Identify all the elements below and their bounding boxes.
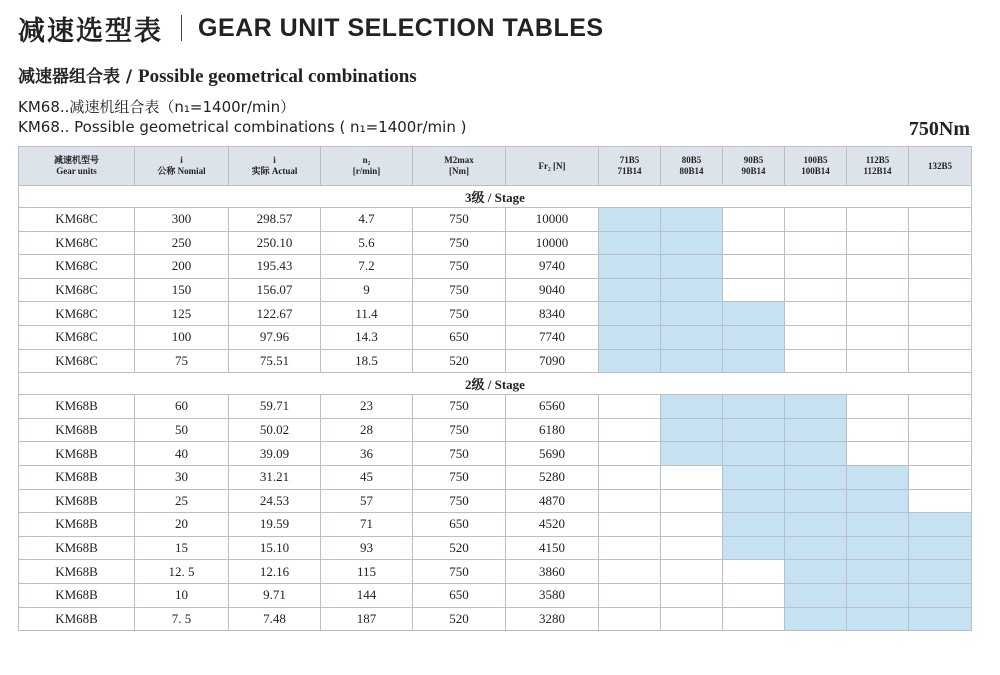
column-header xyxy=(135,147,229,186)
motor-available-cell xyxy=(599,208,661,232)
cell-m2max: 750 xyxy=(413,442,506,466)
title-chinese: 减速选型表 xyxy=(18,15,163,47)
cell-fr2: 4150 xyxy=(506,536,599,560)
table-row xyxy=(19,278,972,302)
table-row xyxy=(19,583,972,607)
motor-available-cell xyxy=(785,607,847,631)
cell-actual: 122.67 xyxy=(229,302,321,326)
motor-available-cell xyxy=(599,325,661,349)
cell-unit: KM68B xyxy=(19,536,135,560)
motor-available-cell xyxy=(723,302,785,326)
motor-empty-cell xyxy=(661,465,723,489)
motor-empty-cell xyxy=(599,513,661,537)
motor-empty-cell xyxy=(847,325,909,349)
column-header-top: 80B5 xyxy=(681,155,702,165)
cell-m2max: 750 xyxy=(413,560,506,584)
cell-nominal: 200 xyxy=(135,255,229,279)
cell-n2: 28 xyxy=(321,418,413,442)
column-header-top: i xyxy=(273,155,276,165)
cell-unit: KM68B xyxy=(19,607,135,631)
cell-m2max: 520 xyxy=(413,349,506,373)
motor-empty-cell xyxy=(909,231,972,255)
cell-actual: 39.09 xyxy=(229,442,321,466)
motor-available-cell xyxy=(599,231,661,255)
motor-available-cell xyxy=(661,418,723,442)
cell-unit: KM68C xyxy=(19,325,135,349)
cell-fr2: 3580 xyxy=(506,583,599,607)
motor-available-cell xyxy=(847,465,909,489)
motor-available-cell xyxy=(785,536,847,560)
motor-empty-cell xyxy=(785,231,847,255)
cell-unit: KM68C xyxy=(19,208,135,232)
cell-actual: 12.16 xyxy=(229,560,321,584)
cell-actual: 156.07 xyxy=(229,278,321,302)
cell-nominal: 300 xyxy=(135,208,229,232)
column-header xyxy=(599,147,661,186)
motor-available-cell xyxy=(723,395,785,419)
cell-nominal: 25 xyxy=(135,489,229,513)
motor-available-cell xyxy=(599,349,661,373)
table-header-row xyxy=(19,147,972,186)
cell-m2max: 750 xyxy=(413,418,506,442)
column-header-bottom: 90B14 xyxy=(741,166,766,176)
cell-actual: 31.21 xyxy=(229,465,321,489)
motor-available-cell xyxy=(785,442,847,466)
motor-empty-cell xyxy=(785,349,847,373)
motor-empty-cell xyxy=(785,255,847,279)
table-row xyxy=(19,349,972,373)
motor-available-cell xyxy=(785,465,847,489)
motor-available-cell xyxy=(599,278,661,302)
motor-available-cell xyxy=(723,489,785,513)
motor-available-cell xyxy=(723,349,785,373)
column-header-bottom: 112B14 xyxy=(863,166,892,176)
motor-available-cell xyxy=(847,560,909,584)
cell-actual: 9.71 xyxy=(229,583,321,607)
cell-unit: KM68B xyxy=(19,465,135,489)
table-row xyxy=(19,302,972,326)
cell-n2: 18.5 xyxy=(321,349,413,373)
motor-available-cell xyxy=(661,255,723,279)
column-header xyxy=(321,147,413,186)
cell-nominal: 50 xyxy=(135,418,229,442)
motor-empty-cell xyxy=(599,536,661,560)
cell-n2: 187 xyxy=(321,607,413,631)
motor-empty-cell xyxy=(723,278,785,302)
cell-unit: KM68C xyxy=(19,278,135,302)
motor-empty-cell xyxy=(723,607,785,631)
cell-unit: KM68C xyxy=(19,231,135,255)
cell-nominal: 20 xyxy=(135,513,229,537)
cell-actual: 59.71 xyxy=(229,395,321,419)
motor-empty-cell xyxy=(785,278,847,302)
cell-fr2: 3280 xyxy=(506,607,599,631)
motor-available-cell xyxy=(847,536,909,560)
subtitle-english: Possible geometrical combinations xyxy=(138,66,417,87)
motor-available-cell xyxy=(599,255,661,279)
cell-m2max: 750 xyxy=(413,255,506,279)
cell-unit: KM68C xyxy=(19,255,135,279)
section-subtitle xyxy=(18,62,417,88)
stage-label: 2级 / Stage xyxy=(19,373,972,395)
cell-nominal: 250 xyxy=(135,231,229,255)
subtitle-chinese: 减速器组合表 xyxy=(18,67,120,87)
motor-available-cell xyxy=(723,418,785,442)
column-header-top: M2max xyxy=(444,155,474,165)
column-header-top: i xyxy=(180,155,183,165)
cell-fr2: 3860 xyxy=(506,560,599,584)
column-header-bottom: 80B14 xyxy=(679,166,704,176)
motor-empty-cell xyxy=(723,583,785,607)
selection-table xyxy=(18,146,972,631)
column-header xyxy=(506,147,599,186)
cell-actual: 50.02 xyxy=(229,418,321,442)
motor-available-cell xyxy=(661,442,723,466)
cell-m2max: 650 xyxy=(413,325,506,349)
motor-empty-cell xyxy=(785,208,847,232)
cell-fr2: 5690 xyxy=(506,442,599,466)
cell-nominal: 12. 5 xyxy=(135,560,229,584)
cell-m2max: 750 xyxy=(413,208,506,232)
cell-n2: 11.4 xyxy=(321,302,413,326)
motor-empty-cell xyxy=(847,418,909,442)
column-header xyxy=(785,147,847,186)
title-divider xyxy=(181,15,182,41)
motor-empty-cell xyxy=(723,255,785,279)
cell-n2: 115 xyxy=(321,560,413,584)
motor-empty-cell xyxy=(599,583,661,607)
cell-m2max: 650 xyxy=(413,513,506,537)
cell-n2: 23 xyxy=(321,395,413,419)
column-header-top: n₂ xyxy=(362,155,371,165)
cell-m2max: 750 xyxy=(413,278,506,302)
motor-empty-cell xyxy=(847,395,909,419)
column-header-top: Fr₂ [N] xyxy=(538,160,566,171)
motor-empty-cell xyxy=(847,442,909,466)
column-header-bottom: [r/min] xyxy=(352,166,381,176)
column-header-bottom: [Nm] xyxy=(449,166,469,176)
motor-available-cell xyxy=(847,583,909,607)
motor-empty-cell xyxy=(847,255,909,279)
column-header-top: 132B5 xyxy=(927,160,952,171)
motor-available-cell xyxy=(785,560,847,584)
cell-fr2: 10000 xyxy=(506,231,599,255)
cell-fr2: 9740 xyxy=(506,255,599,279)
cell-m2max: 520 xyxy=(413,607,506,631)
motor-available-cell xyxy=(599,302,661,326)
cell-n2: 14.3 xyxy=(321,325,413,349)
cell-nominal: 10 xyxy=(135,583,229,607)
cell-unit: KM68C xyxy=(19,349,135,373)
table-row xyxy=(19,536,972,560)
column-header-bottom: 实际 Actual xyxy=(251,166,298,176)
table-row xyxy=(19,560,972,584)
motor-empty-cell xyxy=(847,231,909,255)
cell-unit: KM68B xyxy=(19,560,135,584)
cell-nominal: 7. 5 xyxy=(135,607,229,631)
cell-nominal: 15 xyxy=(135,536,229,560)
column-header-bottom: Gear units xyxy=(56,166,97,176)
column-header xyxy=(909,147,972,186)
motor-empty-cell xyxy=(909,325,972,349)
table-row xyxy=(19,255,972,279)
cell-m2max: 750 xyxy=(413,302,506,326)
cell-n2: 144 xyxy=(321,583,413,607)
table-row xyxy=(19,208,972,232)
cell-nominal: 75 xyxy=(135,349,229,373)
cell-n2: 36 xyxy=(321,442,413,466)
cell-nominal: 150 xyxy=(135,278,229,302)
column-header-bottom: 100B14 xyxy=(801,166,830,176)
cell-m2max: 750 xyxy=(413,465,506,489)
cell-m2max: 750 xyxy=(413,231,506,255)
motor-available-cell xyxy=(723,465,785,489)
motor-empty-cell xyxy=(723,560,785,584)
cell-actual: 19.59 xyxy=(229,513,321,537)
column-header-top: 71B5 xyxy=(619,155,640,165)
cell-unit: KM68B xyxy=(19,489,135,513)
column-header xyxy=(229,147,321,186)
column-header-bottom: 公称 Nomial xyxy=(157,166,206,176)
column-header xyxy=(661,147,723,186)
motor-empty-cell xyxy=(785,325,847,349)
motor-empty-cell xyxy=(723,208,785,232)
motor-empty-cell xyxy=(909,465,972,489)
motor-available-cell xyxy=(909,607,972,631)
cell-n2: 71 xyxy=(321,513,413,537)
motor-empty-cell xyxy=(599,607,661,631)
motor-available-cell xyxy=(661,231,723,255)
motor-empty-cell xyxy=(909,349,972,373)
cell-actual: 24.53 xyxy=(229,489,321,513)
cell-fr2: 4870 xyxy=(506,489,599,513)
motor-empty-cell xyxy=(599,395,661,419)
motor-empty-cell xyxy=(909,278,972,302)
table-row xyxy=(19,442,972,466)
cell-nominal: 30 xyxy=(135,465,229,489)
cell-m2max: 750 xyxy=(413,395,506,419)
column-header-top: 90B5 xyxy=(743,155,764,165)
column-header-bottom: 71B14 xyxy=(617,166,642,176)
motor-empty-cell xyxy=(661,489,723,513)
cell-n2: 9 xyxy=(321,278,413,302)
column-header-top: 112B5 xyxy=(865,155,890,165)
motor-available-cell xyxy=(785,513,847,537)
motor-available-cell xyxy=(847,513,909,537)
motor-empty-cell xyxy=(599,418,661,442)
motor-empty-cell xyxy=(847,302,909,326)
cell-n2: 4.7 xyxy=(321,208,413,232)
cell-nominal: 60 xyxy=(135,395,229,419)
motor-available-cell xyxy=(785,489,847,513)
cell-n2: 45 xyxy=(321,465,413,489)
motor-available-cell xyxy=(723,536,785,560)
cell-fr2: 7090 xyxy=(506,349,599,373)
motor-available-cell xyxy=(661,278,723,302)
cell-actual: 75.51 xyxy=(229,349,321,373)
motor-available-cell xyxy=(661,349,723,373)
column-header xyxy=(723,147,785,186)
cell-actual: 195.43 xyxy=(229,255,321,279)
cell-nominal: 40 xyxy=(135,442,229,466)
motor-empty-cell xyxy=(847,208,909,232)
motor-empty-cell xyxy=(909,302,972,326)
motor-available-cell xyxy=(785,395,847,419)
motor-available-cell xyxy=(847,607,909,631)
motor-available-cell xyxy=(723,513,785,537)
table-row xyxy=(19,513,972,537)
motor-available-cell xyxy=(785,583,847,607)
motor-empty-cell xyxy=(909,489,972,513)
table-row xyxy=(19,465,972,489)
subtitle-separator: / xyxy=(120,67,139,87)
motor-available-cell xyxy=(785,418,847,442)
table-row xyxy=(19,325,972,349)
stage-row xyxy=(19,373,972,395)
motor-available-cell xyxy=(909,513,972,537)
cell-m2max: 650 xyxy=(413,583,506,607)
motor-available-cell xyxy=(661,302,723,326)
cell-unit: KM68B xyxy=(19,442,135,466)
table-row xyxy=(19,231,972,255)
cell-fr2: 8340 xyxy=(506,302,599,326)
stage-row xyxy=(19,186,972,208)
cell-fr2: 4520 xyxy=(506,513,599,537)
table-row xyxy=(19,395,972,419)
cell-actual: 97.96 xyxy=(229,325,321,349)
cell-n2: 57 xyxy=(321,489,413,513)
column-header xyxy=(413,147,506,186)
motor-available-cell xyxy=(661,325,723,349)
cell-unit: KM68B xyxy=(19,513,135,537)
cell-nominal: 125 xyxy=(135,302,229,326)
motor-available-cell xyxy=(723,442,785,466)
table-row xyxy=(19,489,972,513)
column-header-top: 100B5 xyxy=(803,155,828,165)
motor-empty-cell xyxy=(909,442,972,466)
cell-n2: 7.2 xyxy=(321,255,413,279)
cell-m2max: 520 xyxy=(413,536,506,560)
motor-available-cell xyxy=(661,395,723,419)
table-row xyxy=(19,418,972,442)
column-header xyxy=(19,147,135,186)
cell-fr2: 6180 xyxy=(506,418,599,442)
column-header xyxy=(847,147,909,186)
motor-empty-cell xyxy=(661,607,723,631)
motor-available-cell xyxy=(661,208,723,232)
cell-fr2: 10000 xyxy=(506,208,599,232)
motor-available-cell xyxy=(909,560,972,584)
motor-empty-cell xyxy=(847,349,909,373)
description-english: KM68.. Possible geometrical combinations ( n₁=1400r/min ) xyxy=(18,118,467,136)
cell-actual: 298.57 xyxy=(229,208,321,232)
cell-unit: KM68B xyxy=(19,395,135,419)
description-chinese: KM68..减速机组合表（n₁=1400r/min） xyxy=(18,98,296,116)
cell-actual: 250.10 xyxy=(229,231,321,255)
torque-rating: 750Nm xyxy=(908,118,970,140)
motor-empty-cell xyxy=(661,536,723,560)
cell-n2: 5.6 xyxy=(321,231,413,255)
motor-empty-cell xyxy=(909,395,972,419)
motor-empty-cell xyxy=(909,418,972,442)
cell-actual: 7.48 xyxy=(229,607,321,631)
cell-fr2: 5280 xyxy=(506,465,599,489)
motor-empty-cell xyxy=(723,231,785,255)
motor-empty-cell xyxy=(909,208,972,232)
motor-available-cell xyxy=(909,583,972,607)
cell-unit: KM68B xyxy=(19,583,135,607)
motor-empty-cell xyxy=(785,302,847,326)
motor-empty-cell xyxy=(661,513,723,537)
motor-available-cell xyxy=(723,325,785,349)
title-english: GEAR UNIT SELECTION TABLES xyxy=(198,13,604,42)
column-header-top: 减速机型号 xyxy=(53,155,99,165)
cell-m2max: 750 xyxy=(413,489,506,513)
motor-available-cell xyxy=(909,536,972,560)
cell-unit: KM68B xyxy=(19,418,135,442)
cell-fr2: 9040 xyxy=(506,278,599,302)
motor-empty-cell xyxy=(661,583,723,607)
page-title xyxy=(18,10,604,46)
motor-available-cell xyxy=(847,489,909,513)
cell-nominal: 100 xyxy=(135,325,229,349)
cell-fr2: 7740 xyxy=(506,325,599,349)
stage-label: 3级 / Stage xyxy=(19,186,972,208)
motor-empty-cell xyxy=(847,278,909,302)
motor-empty-cell xyxy=(909,255,972,279)
motor-empty-cell xyxy=(599,442,661,466)
cell-n2: 93 xyxy=(321,536,413,560)
motor-empty-cell xyxy=(599,560,661,584)
motor-empty-cell xyxy=(661,560,723,584)
motor-empty-cell xyxy=(599,465,661,489)
cell-fr2: 6560 xyxy=(506,395,599,419)
cell-actual: 15.10 xyxy=(229,536,321,560)
cell-unit: KM68C xyxy=(19,302,135,326)
table-row xyxy=(19,607,972,631)
motor-empty-cell xyxy=(599,489,661,513)
